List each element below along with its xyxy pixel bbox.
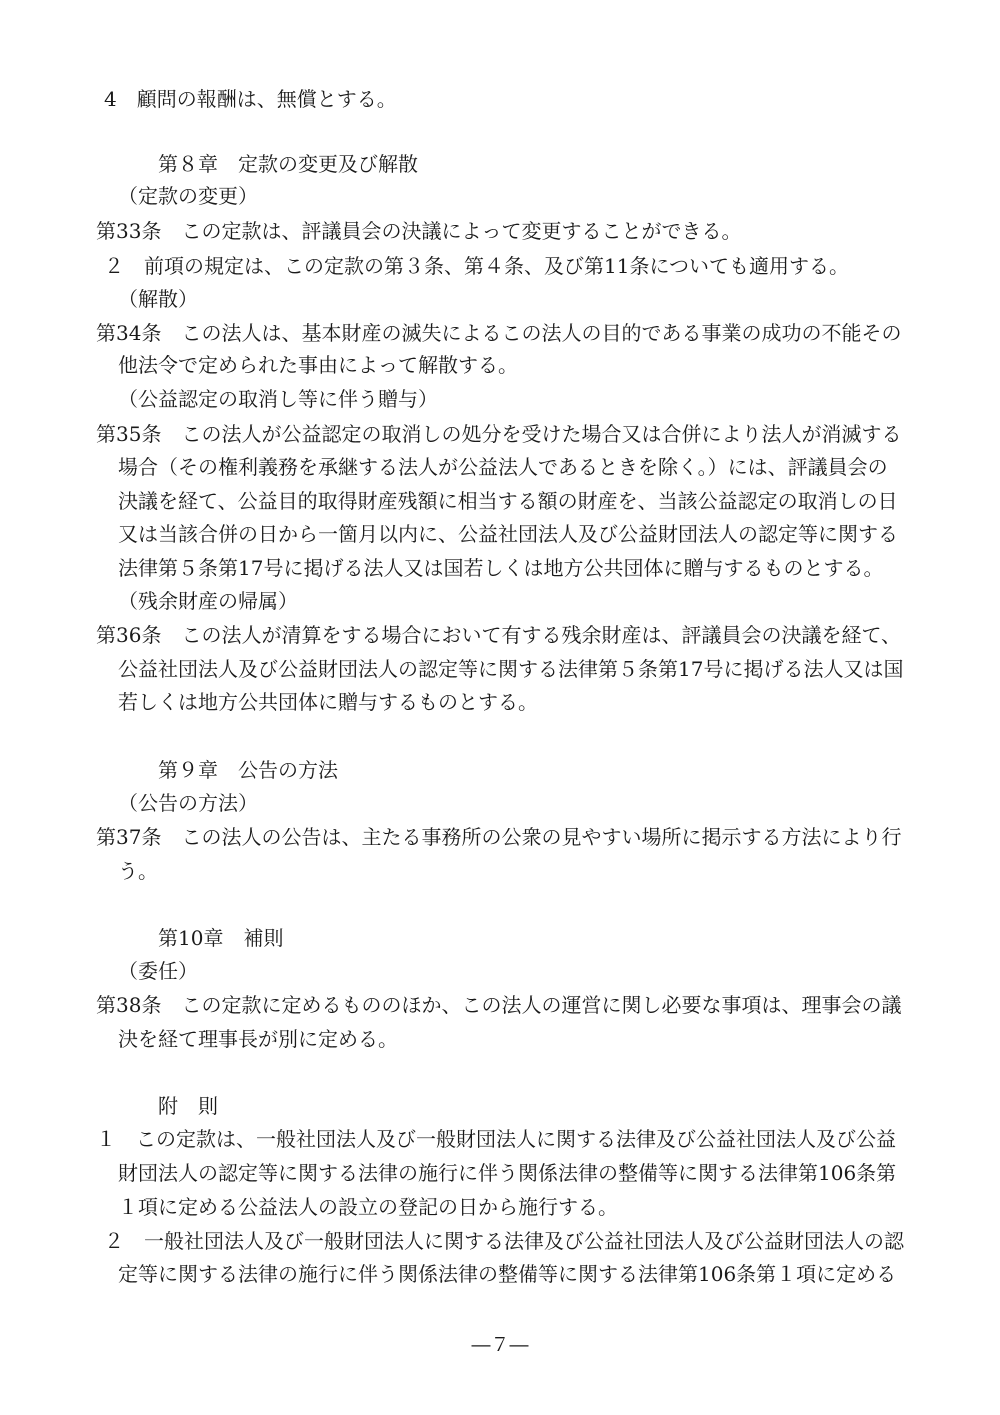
article-line: 第37条 この法人の公告は、主たる事務所の公衆の見やすい場所に掲示する方法により行 <box>96 825 902 849</box>
paragraph-line: 財団法人の認定等に関する法律の施行に伴う関係法律の整備等に関する法律第106条第 <box>118 1161 897 1185</box>
article-line: 決議を経て、公益目的取得財産残額に相当する額の財産を、当該公益認定の取消しの日 <box>118 489 898 513</box>
article-line: 第34条 この法人は、基本財産の滅失によるこの法人の目的である事業の成功の不能その <box>96 321 902 345</box>
article-line: 第36条 この法人が清算をする場合において有する残余財産は、評議員会の決議を経て、 <box>96 623 902 647</box>
article-caption: （残余財産の帰属） <box>118 589 298 613</box>
paragraph-line: 定等に関する法律の施行に伴う関係法律の整備等に関する法律第106条第１項に定める <box>118 1262 897 1286</box>
chapter-heading: 第９章 公告の方法 <box>158 758 338 782</box>
article-caption: （定款の変更） <box>118 184 258 208</box>
paragraph-line: １ この定款は、一般社団法人及び一般財団法人に関する法律及び公益社団法人及び公益 <box>96 1127 896 1151</box>
paragraph-line: １項に定める公益法人の設立の登記の日から施行する。 <box>118 1195 618 1219</box>
article-caption: （公告の方法） <box>118 791 258 815</box>
chapter-heading: 第８章 定款の変更及び解散 <box>158 152 418 176</box>
article-line: 若しくは地方公共団体に贈与するものとする。 <box>118 690 538 714</box>
article-line: 法律第５条第17号に掲げる法人又は国若しくは地方公共団体に贈与するものとする。 <box>118 556 884 580</box>
article-line: 又は当該合併の日から一箇月以内に、公益社団法人及び公益財団法人の認定等に関する <box>118 522 898 546</box>
article-line: 第33条 この定款は、評議員会の決議によって変更することができる。 <box>96 219 742 243</box>
supplementary-heading: 附 則 <box>158 1094 218 1118</box>
article-line: 公益社団法人及び公益財団法人の認定等に関する法律第５条第17号に掲げる法人又は国 <box>118 657 904 681</box>
article-line: 他法令で定められた事由によって解散する。 <box>118 353 518 377</box>
article-caption: （公益認定の取消し等に伴う贈与） <box>118 387 438 411</box>
article-line: 決を経て理事長が別に定める。 <box>118 1027 398 1051</box>
paragraph-line: ２ 前項の規定は、この定款の第３条、第４条、及び第11条についても適用する。 <box>104 254 850 278</box>
paragraph-line: ２ 一般社団法人及び一般財団法人に関する法律及び公益社団法人及び公益財団法人の認 <box>104 1229 904 1253</box>
article-line: 第35条 この法人が公益認定の取消しの処分を受けた場合又は合併により法人が消滅する <box>96 422 902 446</box>
article-line: 第38条 この定款に定めるもののほか、この法人の運営に関し必要な事項は、理事会の議 <box>96 993 902 1017</box>
article-caption: （委任） <box>118 959 198 983</box>
page-number: ―７― <box>471 1334 529 1356</box>
article-caption: （解散） <box>118 287 198 311</box>
paragraph-line: 4 顧問の報酬は、無償とする。 <box>104 87 397 111</box>
article-line: 場合（その権利義務を承継する法人が公益法人であるときを除く。）には、評議員会の <box>118 455 888 479</box>
chapter-heading: 第10章 補則 <box>158 926 284 950</box>
article-line: う。 <box>118 859 158 883</box>
